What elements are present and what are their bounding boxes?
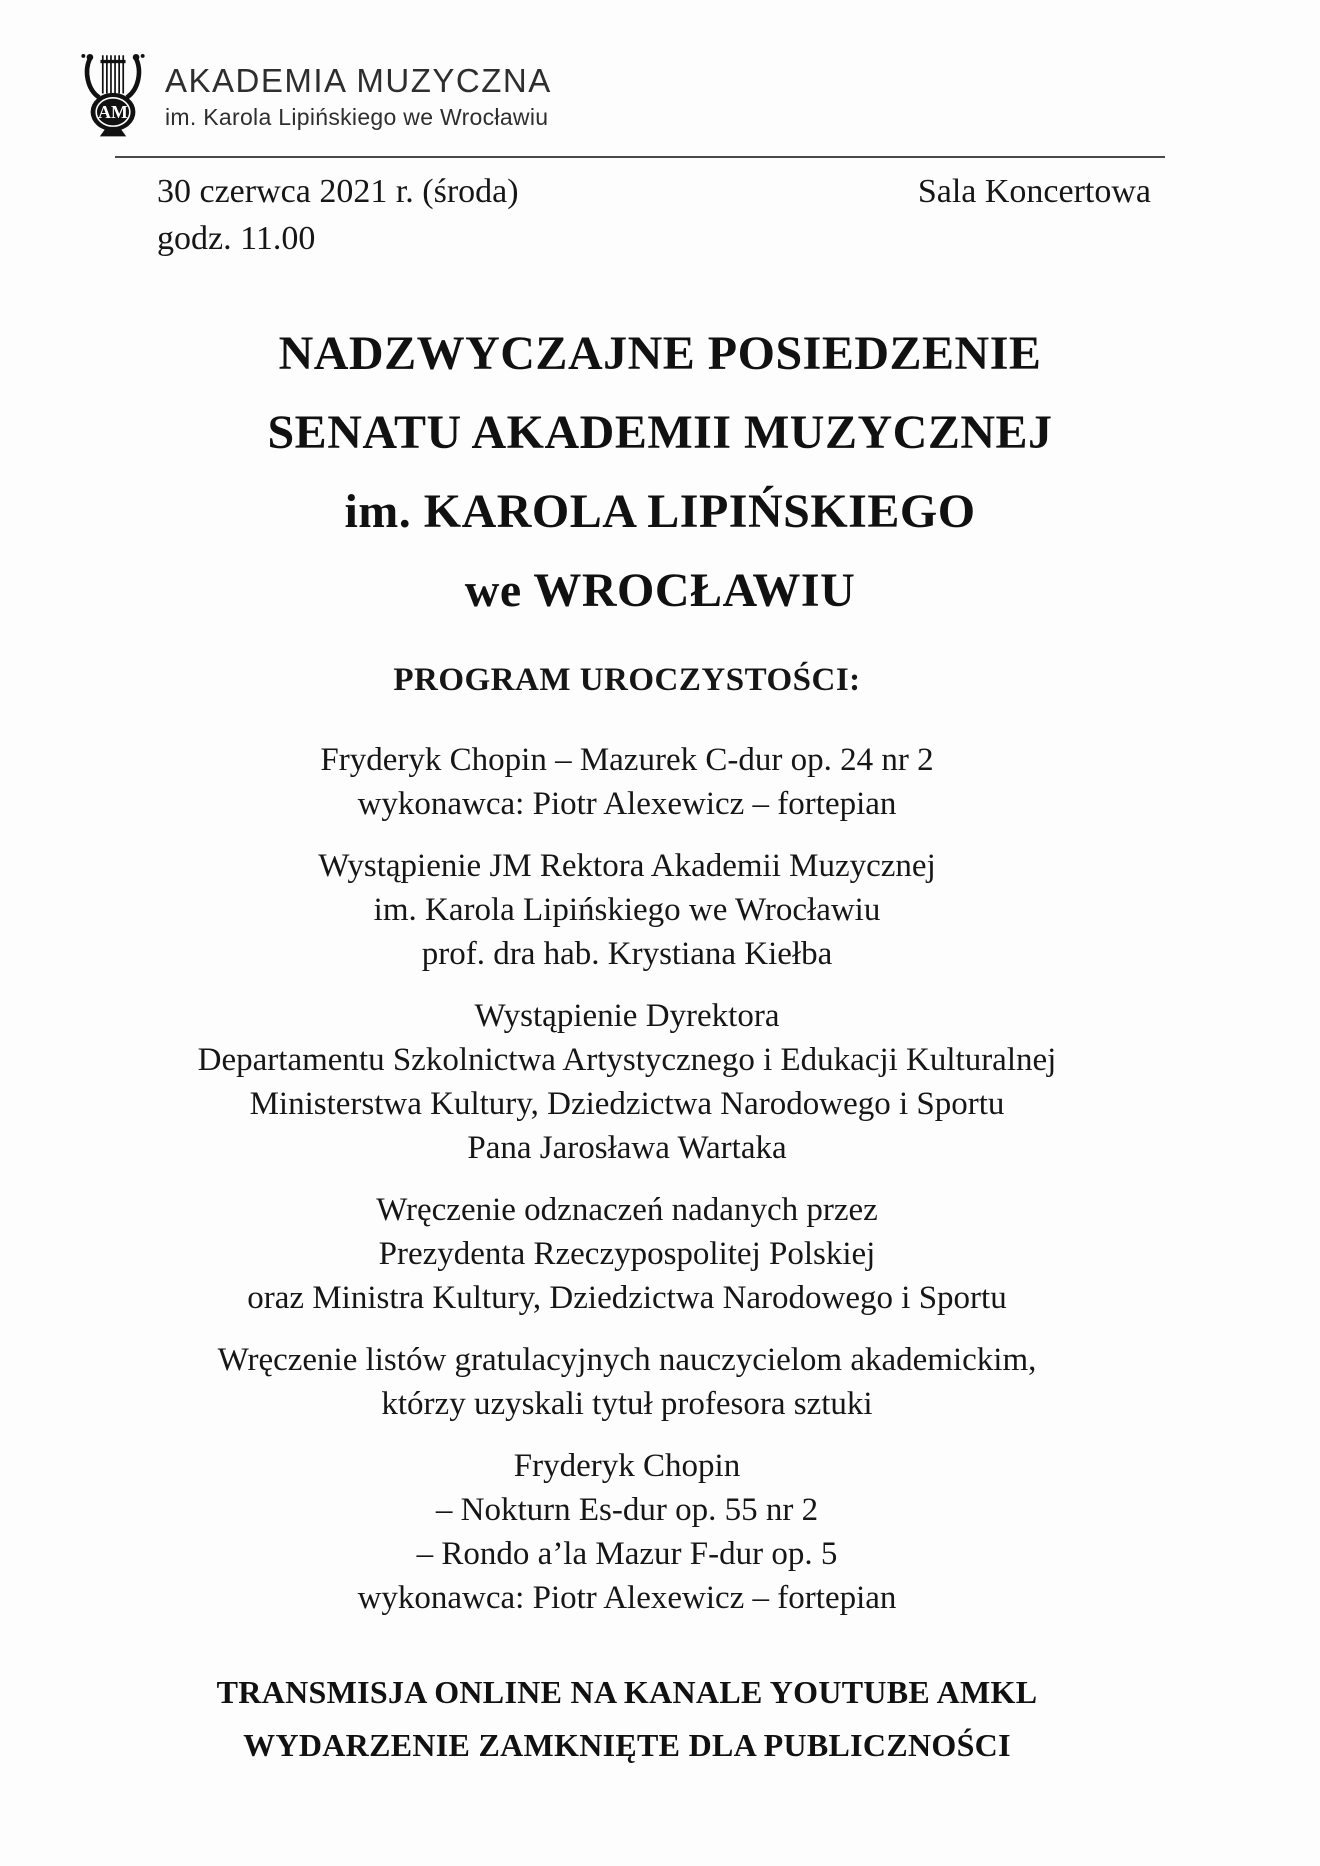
program-line: Ministerstwa Kultury, Dziedzictwa Narodowego i Sportu (249, 1086, 1005, 1122)
program-line: Wystąpienie JM Rektora Akademii Muzycznej (318, 848, 936, 884)
logo-monogram: AM (98, 101, 128, 122)
date-venue-row (157, 168, 1151, 262)
org-name: AKADEMIA MUZYCZNA (165, 62, 552, 99)
program-line: Wręczenie listów gratulacyjnych nauczycielom akademickim, (217, 1342, 1037, 1378)
footer-note (0, 1666, 1254, 1772)
org-subtitle: im. Karola Lipińskiego we Wrocławiu (165, 104, 549, 130)
divider-rule (115, 156, 1165, 158)
program-line: im. Karola Lipińskiego we Wrocławiu (373, 892, 881, 928)
program-item (0, 1338, 1254, 1426)
program-line: Departamentu Szkolnictwa Artystycznego i Edukacji Kulturalnej (197, 1042, 1057, 1078)
program-line: którzy uzyskali tytuł profesora sztuki (381, 1386, 873, 1422)
event-title-line: we WROCŁAWIU (464, 564, 856, 617)
program-line: Pana Jarosława Wartaka (467, 1130, 787, 1166)
program-item (0, 738, 1254, 826)
header (0, 0, 1320, 140)
academy-logo (80, 50, 146, 137)
program-line: prof. dra hab. Krystiana Kiełba (421, 936, 833, 972)
program-line: – Rondo a’la Mazur F-dur op. 5 (416, 1536, 838, 1572)
program-line: wykonawca: Piotr Alexewicz – fortepian (357, 786, 897, 822)
program-item (0, 994, 1254, 1170)
event-time: godz. 11.00 (157, 220, 316, 257)
event-title-line: im. KAROLA LIPIŃSKIEGO (344, 485, 976, 538)
footer-note-line: WYDARZENIE ZAMKNIĘTE DLA PUBLICZNOŚCI (243, 1727, 1011, 1763)
program-line: oraz Ministra Kultury, Dziedzictwa Narodowego i Sportu (247, 1280, 1007, 1316)
program-item (0, 844, 1254, 976)
program-line: – Nokturn Es-dur op. 55 nr 2 (435, 1492, 819, 1528)
event-venue: Sala Koncertowa (917, 173, 1151, 210)
program-line: Wystąpienie Dyrektora (474, 998, 780, 1034)
program-line: Prezydenta Rzeczypospolitej Polskiej (378, 1236, 876, 1272)
program-line: Fryderyk Chopin – Mazurek C-dur op. 24 nr 2 (320, 742, 934, 778)
program-line: Fryderyk Chopin (513, 1448, 741, 1484)
program-line: Wręczenie odznaczeń nadanych przez (376, 1192, 878, 1228)
lyre-icon (80, 50, 146, 137)
event-title-line: NADZWYCZAJNE POSIEDZENIE (278, 327, 1042, 380)
footer-note-line: TRANSMISJA ONLINE NA KANALE YOUTUBE AMKL (216, 1674, 1038, 1710)
date-time-block (157, 168, 519, 262)
program-line: wykonawca: Piotr Alexewicz – fortepian (357, 1580, 897, 1616)
header-text (165, 50, 552, 131)
program-item (0, 1444, 1254, 1620)
event-title (0, 314, 1320, 630)
event-date: 30 czerwca 2021 r. (środa) (157, 173, 519, 210)
event-title-line: SENATU AKADEMII MUZYCZNEJ (267, 406, 1053, 459)
program-item (0, 1188, 1254, 1320)
program-heading: PROGRAM UROCZYSTOŚCI: (393, 662, 861, 698)
program-section (0, 658, 1320, 1772)
